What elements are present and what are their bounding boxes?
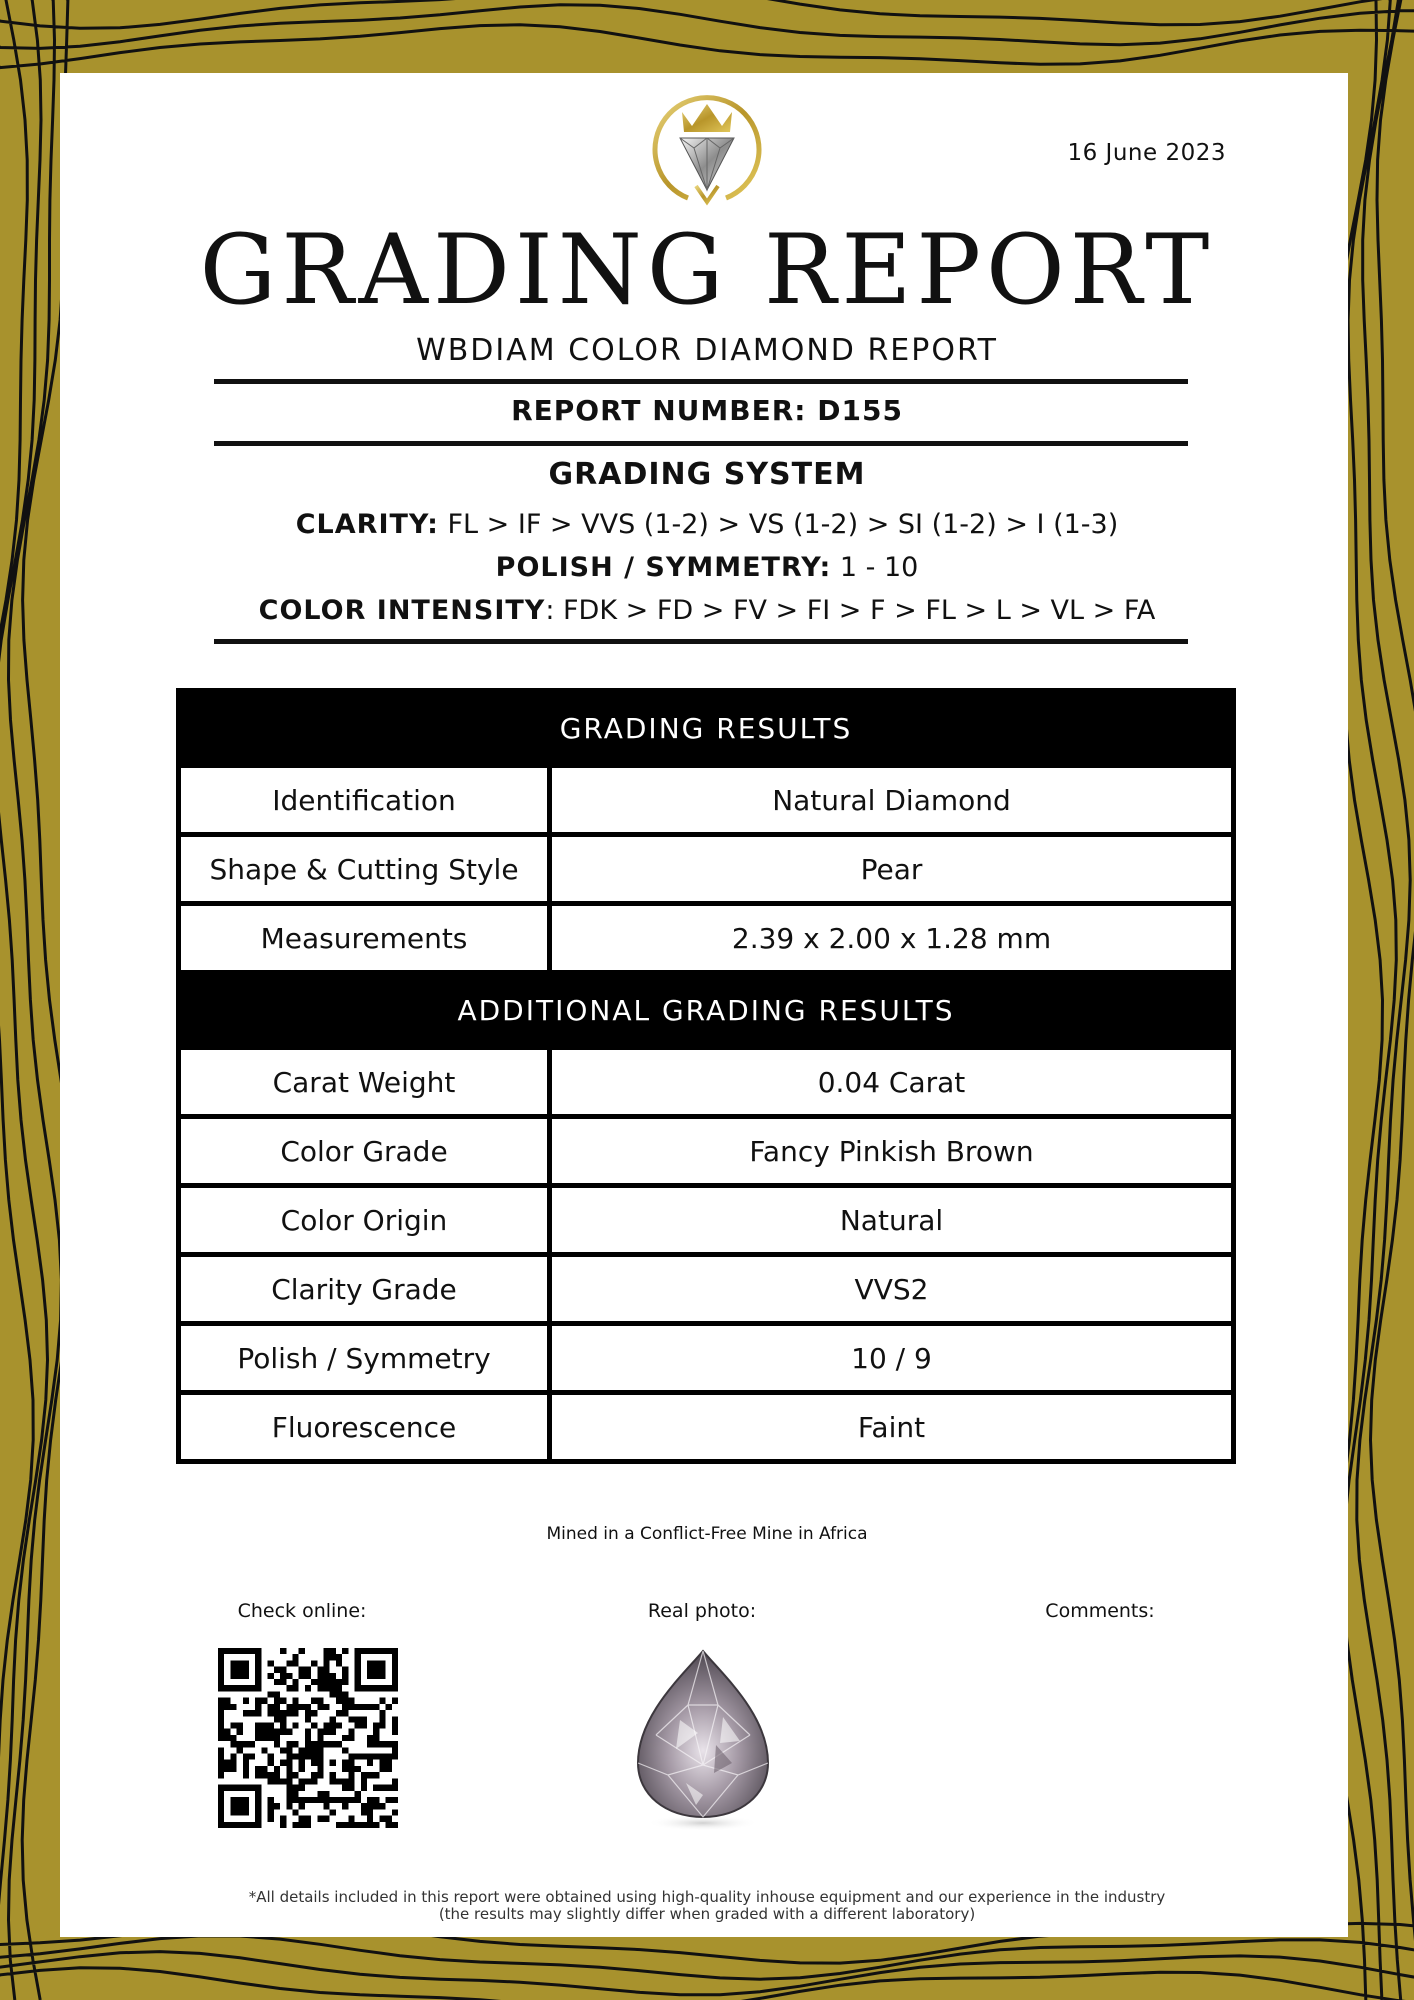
row-label: Shape & Cutting Style <box>179 835 550 904</box>
conflict-free-note: Mined in a Conflict-Free Mine in Africa <box>546 1524 868 1544</box>
page-title: GRADING REPORT <box>199 214 1215 326</box>
clarity-label: CLARITY: <box>295 509 439 540</box>
disclaimer-line-1: *All details included in this report were obtained using high-quality inhouse equipment and our experience in the industry <box>248 1888 1166 1906</box>
row-label: Identification <box>179 766 550 835</box>
disclaimer-line-2: (the results may slightly differ when graded with a different laboratory) <box>438 1905 976 1923</box>
color-intensity-scale <box>0 595 1414 626</box>
page-subtitle: WBDIAM COLOR DIAMOND REPORT <box>416 333 998 368</box>
additional-results-header: ADDITIONAL GRADING RESULTS <box>179 973 1234 1048</box>
row-label: Color Grade <box>179 1117 550 1186</box>
color-intensity-value: : FDK > FD > FV > FI > F > FL > L > VL > FA <box>545 595 1156 626</box>
row-value: 10 / 9 <box>550 1324 1234 1393</box>
report-date: 16 June 2023 <box>1067 140 1226 166</box>
color-intensity-label: COLOR INTENSITY <box>258 595 546 626</box>
row-value: Natural <box>550 1186 1234 1255</box>
row-label: Clarity Grade <box>179 1255 550 1324</box>
table-row <box>179 1255 1234 1324</box>
table-row <box>179 904 1234 973</box>
row-value: Faint <box>550 1393 1234 1462</box>
table-row <box>179 1117 1234 1186</box>
real-photo-label: Real photo: <box>647 1600 757 1622</box>
row-value: Natural Diamond <box>550 766 1234 835</box>
row-value: Pear <box>550 835 1234 904</box>
grading-results-header: GRADING RESULTS <box>179 691 1234 766</box>
report-number: REPORT NUMBER: D155 <box>511 394 903 427</box>
table-row <box>179 1324 1234 1393</box>
row-label: Color Origin <box>179 1186 550 1255</box>
clarity-value: FL > IF > VVS (1-2) > VS (1-2) > SI (1-2) > I (1-3) <box>447 509 1119 540</box>
divider <box>214 441 1188 446</box>
grading-system-title: GRADING SYSTEM <box>548 457 866 492</box>
row-label: Carat Weight <box>179 1048 550 1117</box>
table-row <box>179 835 1234 904</box>
table-row <box>179 766 1234 835</box>
polish-label: POLISH / SYMMETRY: <box>495 552 832 583</box>
row-label: Measurements <box>179 904 550 973</box>
table-row <box>179 1186 1234 1255</box>
polish-value: 1 - 10 <box>839 552 919 583</box>
row-value: Fancy Pinkish Brown <box>550 1117 1234 1186</box>
clarity-scale <box>0 509 1414 540</box>
row-value: 0.04 Carat <box>550 1048 1234 1117</box>
table-row <box>179 1393 1234 1462</box>
pear-diamond-photo <box>628 1645 778 1835</box>
table-row <box>179 1048 1234 1117</box>
comments-label: Comments: <box>1045 1600 1155 1622</box>
row-label: Polish / Symmetry <box>179 1324 550 1393</box>
diamond-crown-logo <box>648 90 766 208</box>
row-value: 2.39 x 2.00 x 1.28 mm <box>550 904 1234 973</box>
grading-results-table <box>176 688 1236 1464</box>
divider <box>214 639 1188 644</box>
row-value: VVS2 <box>550 1255 1234 1324</box>
check-online-label: Check online: <box>237 1600 367 1622</box>
row-label: Fluorescence <box>179 1393 550 1462</box>
polish-scale <box>0 552 1414 583</box>
qr-code-icon[interactable] <box>218 1648 398 1828</box>
divider <box>214 379 1188 384</box>
